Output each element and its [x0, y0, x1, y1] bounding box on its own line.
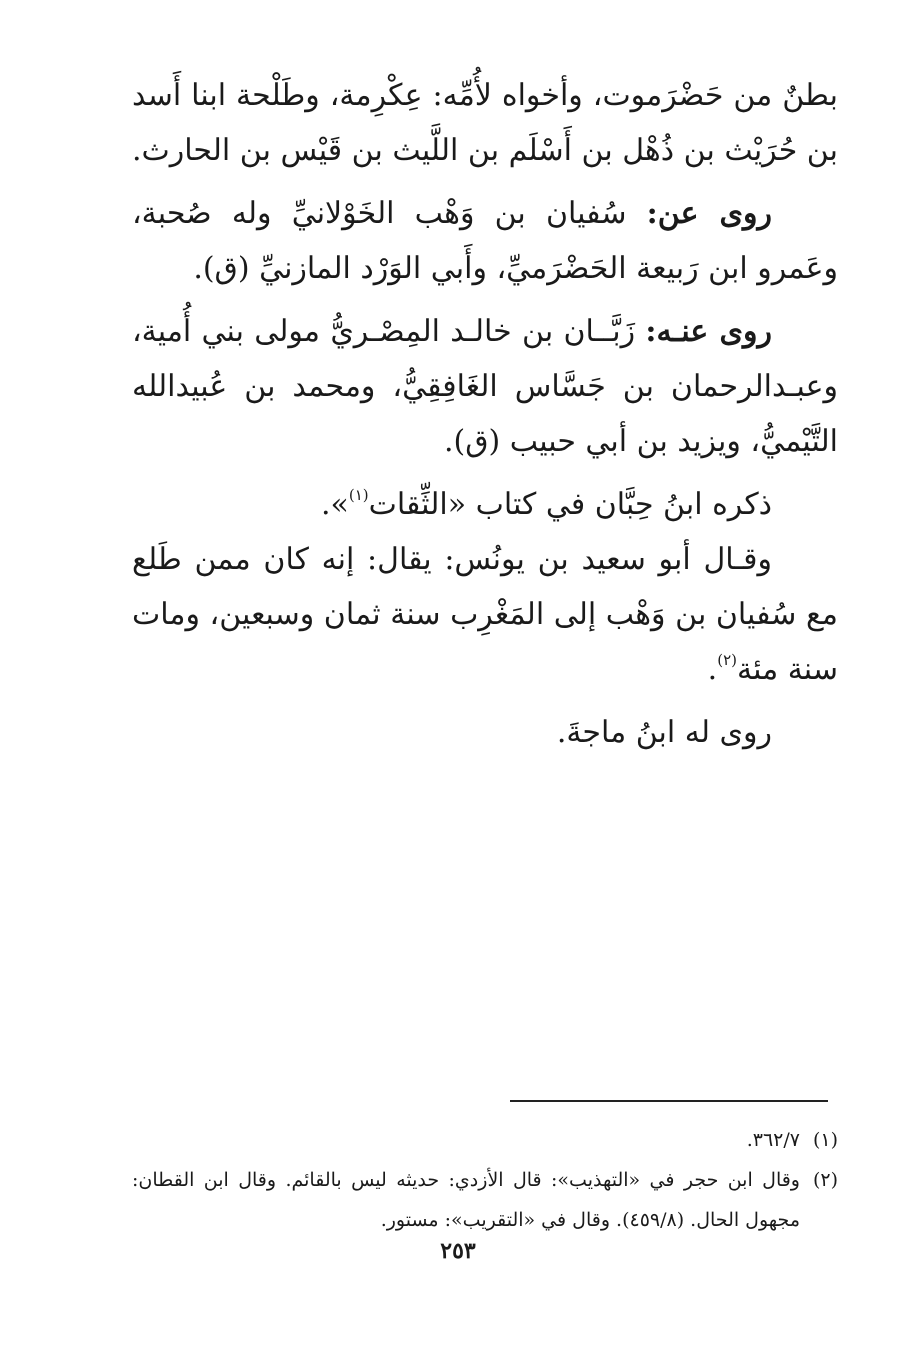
- footnote-ref-2[interactable]: (٢): [717, 651, 737, 669]
- paragraph-1: [132, 68, 838, 178]
- paragraph-ibn-yunus: [132, 532, 838, 697]
- footnote-divider: [510, 1100, 828, 1102]
- ibn-majah-text: روى له ابنُ ماجةَ.: [556, 715, 772, 750]
- ibn-hibban-text-end: ».: [320, 487, 349, 522]
- paragraph-narrated-from: [132, 186, 838, 296]
- ibn-yunus-text: وقـال أبو سعيد بن يونُس: يقال: إنه كان ممن طَلع مع سُفيان بن وَهْب إلى المَغْرِب سنة ثمان وسبعين، ومات سنة مئة: [132, 542, 838, 687]
- footnote-ref-1[interactable]: (١): [348, 486, 369, 504]
- ibn-hibban-text: ذكره ابنُ حِبَّان في كتاب «الثِّقات: [368, 487, 772, 522]
- footnote-number: (١): [812, 1129, 838, 1151]
- footnote-2: [132, 1160, 838, 1240]
- paragraph-ibn-hibban: [132, 477, 838, 532]
- paragraph-ibn-majah: [132, 705, 838, 760]
- paragraph-1-text: بطنٌ من حَضْرَموت، وأخواه لأُمِّه: عِكْرِمة، وطَلْحة ابنا أَسد بن حُرَيْث بن ذُهْل بن أَسْلَم بن اللَّيث بن قَيْس بن الحارث.: [132, 78, 838, 168]
- paragraph-narrated-by: [132, 304, 838, 469]
- narrated-by-text: زَبَّــان بن خالـد المِصْـريُّ مولى بني أُمية، وعبـدالرحمان بن جَسَّاس الغَافِقِيُّ، ومحمد بن عُبيدالله التَّيْميُّ، ويزيد بن أبي حبيب (ق).: [132, 314, 838, 459]
- main-text: [132, 68, 838, 760]
- ibn-yunus-text-end: .: [707, 652, 718, 687]
- footnote-number: (٢): [812, 1169, 838, 1191]
- footnote-1: [132, 1120, 838, 1160]
- footnotes: [132, 1120, 838, 1240]
- footnote-text: وقال ابن حجر في «التهذيب»: قال الأزدي: حديثه ليس بالقائم. وقال ابن القطان: مجهول الحال. (٤٥٩/٨). وقال في «التقريب»: مستور.: [132, 1169, 800, 1231]
- narrated-from-text: سُفيان بن وَهْب الخَوْلانيِّ وله صُحبة، وعَمرو ابن رَبيعة الحَضْرَميِّ، وأَبي الوَرْد المازنيِّ (ق).: [132, 196, 838, 286]
- page-number: ٢٥٣: [440, 1238, 476, 1264]
- narrated-by-heading: روى عنـه:: [645, 314, 772, 349]
- footnote-text: ٣٦٢/٧.: [746, 1129, 800, 1151]
- narrated-from-heading: روى عن:: [646, 196, 772, 231]
